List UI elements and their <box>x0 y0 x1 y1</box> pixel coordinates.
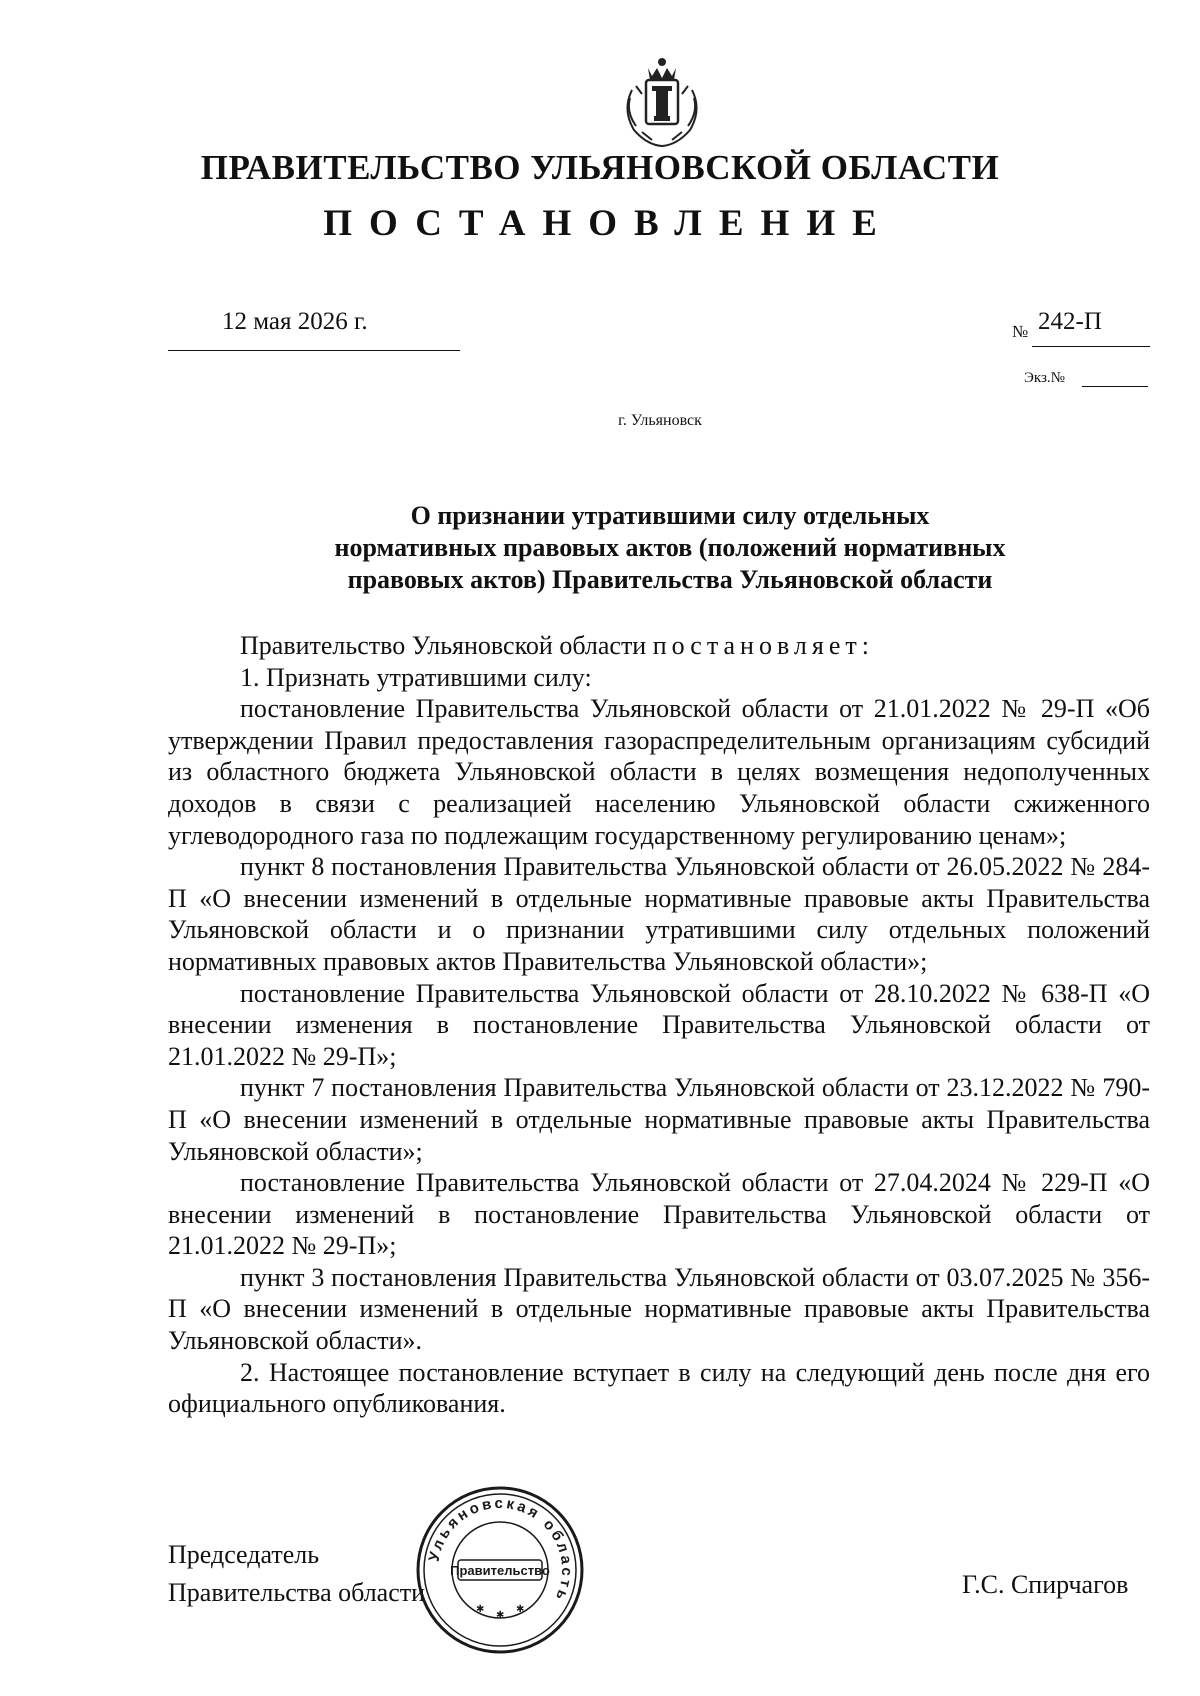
title-line: О признании утратившими силу отдельных <box>410 501 930 530</box>
repealed-act-entry: постановление Правительства Ульяновской области от 28.10.2022 № 638-П «О внесении изменения в постановление Правительства Ульяновской области от 21.01.2022 № 29-П»; <box>168 978 1150 1071</box>
government-title: ПРАВИТЕЛЬСТВО УЛЬЯНОВСКОЙ ОБЛАСТИ <box>200 148 1000 187</box>
signatory-position <box>168 1536 425 1612</box>
coat-of-arms-emblem <box>612 50 712 150</box>
title-line: нормативных правовых актов (положений нормативных <box>334 533 1006 562</box>
resolves-word: постановляет <box>652 631 862 660</box>
repealed-act-entry: постановление Правительства Ульяновской области от 21.01.2022 № 29-П «Об утверждении Правил предоставления газораспределительным организациям субсидий из областного бюджета Ульяновской области в целях возмещения недополученных доходов в связи с реализацией населению Ульяновской области сжиженного углеводородного газа по подлежащим государственному регулированию ценам»; <box>168 694 1150 850</box>
svg-text:Ульяновская область <box>426 1495 576 1605</box>
svg-text:✱: ✱ <box>476 1604 485 1615</box>
document-type: ПОСТАНОВЛЕНИЕ <box>323 203 894 244</box>
document-number: 242-П <box>1038 308 1102 335</box>
document-body <box>168 630 1150 1420</box>
city-name: г. Ульяновск <box>618 412 702 429</box>
repealed-act-entry: пункт 7 постановления Правительства Ульяновской области от 23.12.2022 № 790-П «О внесении изменений в отдельные нормативные правовые акты Правительства Ульяновской области»; <box>168 1073 1150 1166</box>
date-underline <box>168 350 460 351</box>
seal-center-text: Правительство <box>450 1563 550 1578</box>
repealed-act-entry: пункт 3 постановления Правительства Ульяновской области от 03.07.2025 № 356-П «О внесении изменений в отдельные нормативные правовые акты Правительства Ульяновской области». <box>168 1262 1150 1356</box>
signatory-role-line: Председатель <box>168 1540 320 1569</box>
copy-number-label: Экз.№ <box>1024 370 1065 386</box>
number-sign: № <box>1012 322 1029 341</box>
seal-ring-text: Ульяновская область <box>425 1494 576 1606</box>
signatory-name: Г.С. Спирчагов <box>962 1570 1129 1599</box>
title-line: правовых актов) Правительства Ульяновской области <box>347 565 993 594</box>
repealed-act-entry: постановление Правительства Ульяновской области от 27.04.2024 № 229-П «О внесении изменений в постановление Правительства Ульяновской области от 21.01.2022 № 29-П»; <box>168 1168 1150 1261</box>
copy-number-underline <box>1082 386 1148 387</box>
document-date: 12 мая 2026 г. <box>222 308 368 335</box>
official-seal <box>414 1484 586 1656</box>
svg-text:✱: ✱ <box>496 1610 505 1621</box>
item-1-heading: 1. Признать утратившими силу: <box>240 662 592 692</box>
repealed-act-entry: пункт 8 постановления Правительства Ульяновской области от 26.05.2022 № 284-П «О внесении изменений в отдельные нормативные правовые акты Правительства Ульяновской области и о признании утратившими силу отдельных положений нормативных правовых актов Правительства Ульяновской области»; <box>168 852 1150 976</box>
svg-text:✱: ✱ <box>516 1604 525 1615</box>
signatory-role-line: Правительства области <box>168 1578 426 1607</box>
item-2-effective-date: 2. Настоящее постановление вступает в силу на следующий день после дня его официального опубликования. <box>168 1357 1150 1419</box>
preamble: Правительство Ульяновской области постановляет: <box>240 631 869 660</box>
document-title <box>255 500 1085 596</box>
number-underline <box>1032 346 1150 347</box>
